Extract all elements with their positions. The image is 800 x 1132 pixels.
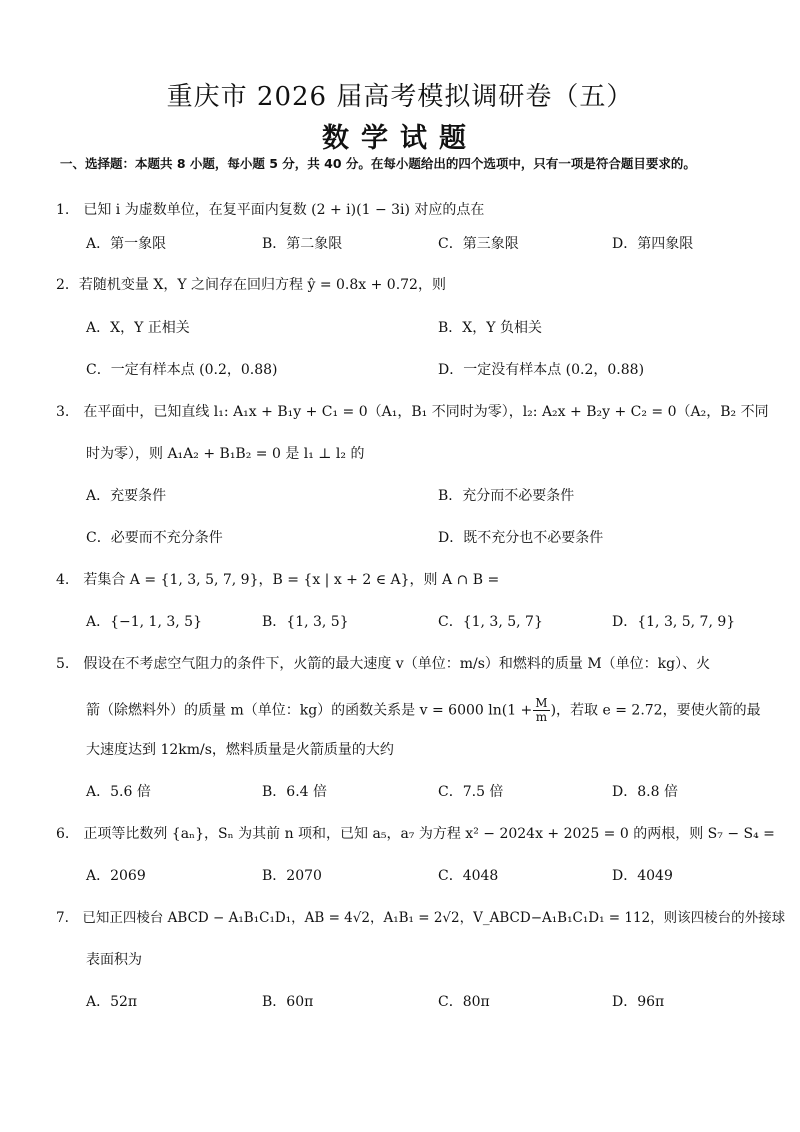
question-7-option-a: A．52π — [86, 994, 138, 1010]
question-4-option-b: B．{1, 3, 5} — [262, 614, 349, 630]
question-7-option-b: B．60π — [262, 994, 314, 1010]
question-6-option-b: B．2070 — [262, 868, 322, 884]
question-2-option-c: C．一定有样本点 (0.2，0.88) — [86, 362, 278, 378]
question-4-option-c: C．{1, 3, 5, 7} — [438, 614, 543, 630]
question-2-option-b: B．X，Y 负相关 — [438, 320, 542, 336]
question-3-stem-line-1: 3. 在平面中，已知直线 l₁: A₁x + B₁y + C₁ = 0（A₁，B₁ 不同时为零），l₂: A₂x + B₂y + C₂ = 0（A₂，B₂ 不同 — [56, 404, 769, 420]
question-6-stem: 6. 正项等比数列 {aₙ}，Sₙ 为其前 n 项和，已知 a₅，a₇ 为方程 x² − 2024x + 2025 = 0 的两根，则 S₇ − S₄ = — [56, 826, 775, 842]
fraction-denominator: m — [535, 710, 548, 724]
question-1-option-a: A．第一象限 — [86, 236, 167, 252]
question-1-stem: 1. 已知 i 为虚数单位，在复平面内复数 (2 + i)(1 − 3i) 对应的点在 — [56, 202, 485, 218]
question-3-stem-line-2: 时为零），则 A₁A₂ + B₁B₂ = 0 是 l₁ ⊥ l₂ 的 — [86, 446, 365, 462]
question-5-option-a: A．5.6 倍 — [86, 784, 151, 800]
question-7-option-d: D．96π — [612, 994, 665, 1010]
question-1-option-d: D．第四象限 — [612, 236, 694, 252]
question-5-option-d: D．8.8 倍 — [612, 784, 678, 800]
question-7-stem-line-2: 表面积为 — [86, 952, 142, 968]
question-1-option-c: C．第三象限 — [438, 236, 519, 252]
exam-subtitle: 数学试题 — [322, 123, 478, 154]
question-4-option-a: A．{−1, 1, 3, 5} — [86, 614, 202, 630]
question-3-option-d: D．既不充分也不必要条件 — [438, 530, 604, 546]
mass-ratio-fraction — [533, 697, 549, 724]
question-2-option-d: D．一定没有样本点 (0.2，0.88) — [438, 362, 645, 378]
question-3-option-c: C．必要而不充分条件 — [86, 530, 223, 546]
question-4-stem: 4. 若集合 A = {1, 3, 5, 7, 9}，B = {x | x + 2 ∈ A}，则 A ∩ B = — [56, 572, 500, 588]
section-heading: 一、选择题：本题共 8 小题，每小题 5 分，共 40 分。在每小题给出的四个选项中，只有一项是符合题目要求的。 — [60, 156, 696, 171]
fraction-numerator: M — [535, 696, 548, 710]
question-1-option-b: B．第二象限 — [262, 236, 343, 252]
question-5-stem-line-2 — [86, 697, 776, 724]
question-5-stem-line-1: 5. 假设在不考虑空气阻力的条件下，火箭的最大速度 v（单位：m/s）和燃料的质量 M（单位：kg）、火 — [56, 656, 711, 672]
question-5-stem-line-2-start: 箭（除燃料外）的质量 m（单位：kg）的函数关系是 v = 6000 ln(1 + — [86, 702, 533, 719]
question-5-stem-line-2-end: )，若取 e = 2.72，要使火箭的最 — [550, 702, 761, 719]
question-4-option-d: D．{1, 3, 5, 7, 9} — [612, 614, 736, 630]
question-3-option-b: B．充分而不必要条件 — [438, 488, 575, 504]
question-2-stem: 2．若随机变量 X，Y 之间存在回归方程 ŷ = 0.8x + 0.72，则 — [56, 277, 446, 293]
question-2-option-a: A．X，Y 正相关 — [86, 320, 190, 336]
question-5-option-c: C．7.5 倍 — [438, 784, 504, 800]
question-3-option-a: A．充要条件 — [86, 488, 167, 504]
question-7-option-c: C．80π — [438, 994, 490, 1010]
question-6-option-a: A．2069 — [86, 868, 146, 884]
question-5-stem-line-3: 大速度达到 12km/s，燃料质量是火箭质量的大约 — [86, 742, 394, 758]
exam-title: 重庆市 2026 届高考模拟调研卷（五） — [166, 82, 634, 112]
question-6-option-d: D．4049 — [612, 868, 673, 884]
question-6-option-c: C．4048 — [438, 868, 499, 884]
question-5-option-b: B．6.4 倍 — [262, 784, 328, 800]
question-7-stem-line-1: 7. 已知正四棱台 ABCD − A₁B₁C₁D₁，AB = 4√2，A₁B₁ = 2√2，V_ABCD−A₁B₁C₁D₁ = 112，则该四棱台的外接球 — [56, 910, 786, 926]
